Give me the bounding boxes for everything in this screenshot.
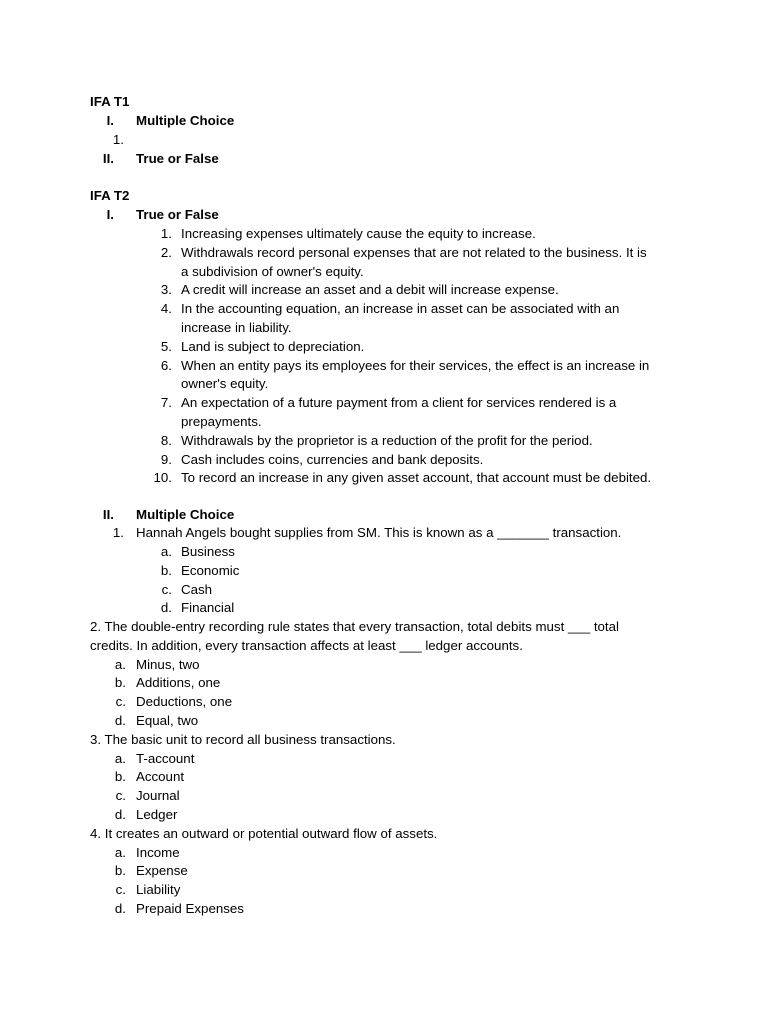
option-letter: a. bbox=[114, 657, 126, 672]
option-text: Minus, two bbox=[136, 657, 200, 672]
section-title-multiple-choice: Multiple Choice bbox=[136, 507, 235, 522]
list-item-text: Cash includes coins, currencies and bank deposits. bbox=[181, 452, 484, 467]
section-number: II. bbox=[102, 151, 114, 166]
option-text: Additions, one bbox=[136, 675, 221, 690]
list-number: 8. bbox=[160, 433, 172, 448]
list-number: 6. bbox=[160, 358, 172, 373]
option-text: Deductions, one bbox=[136, 694, 233, 709]
list-item-text: An expectation of a future payment from a client for services rendered is a bbox=[181, 395, 617, 410]
section-title-true-or-false: True or False bbox=[136, 207, 219, 222]
option-letter: b. bbox=[114, 769, 126, 784]
option-text: Expense bbox=[136, 863, 188, 878]
list-number: 4. bbox=[160, 301, 172, 316]
list-number: 1. bbox=[112, 132, 124, 147]
option-text: Income bbox=[136, 845, 180, 860]
option-text: Business bbox=[181, 544, 235, 559]
option-letter: c. bbox=[115, 694, 126, 709]
option-letter: b. bbox=[160, 563, 172, 578]
list-item-text: Land is subject to depreciation. bbox=[181, 339, 365, 354]
option-letter: d. bbox=[114, 807, 126, 822]
section-title-multiple-choice: Multiple Choice bbox=[136, 113, 235, 128]
question-text: Hannah Angels bought supplies from SM. This is known as a _______ transaction. bbox=[136, 525, 622, 540]
option-letter: c. bbox=[115, 882, 126, 897]
list-item-text: Withdrawals by the proprietor is a reduction of the profit for the period. bbox=[181, 433, 593, 448]
heading-ifa-t1: IFA T1 bbox=[90, 94, 130, 109]
section-title-true-or-false: True or False bbox=[136, 151, 219, 166]
option-letter: d. bbox=[114, 901, 126, 916]
list-number: 10. bbox=[153, 470, 172, 485]
list-item-text: When an entity pays its employees for their services, the effect is an increase in bbox=[181, 358, 650, 373]
question-number: 1. bbox=[112, 525, 124, 540]
question-line: 2. The double-entry recording rule states that every transaction, total debits must ___ total bbox=[90, 619, 619, 634]
list-item-text: Increasing expenses ultimately cause the equity to increase. bbox=[181, 226, 536, 241]
section-number: I. bbox=[106, 113, 114, 128]
option-text: T-account bbox=[136, 751, 195, 766]
section-number: I. bbox=[106, 207, 114, 222]
question-line: 4. It creates an outward or potential outward flow of assets. bbox=[90, 826, 438, 841]
option-letter: b. bbox=[114, 675, 126, 690]
list-number: 7. bbox=[160, 395, 172, 410]
list-item-text: To record an increase in any given asset account, that account must be debited. bbox=[181, 470, 652, 485]
option-text: Financial bbox=[181, 600, 235, 615]
list-item-text: A credit will increase an asset and a debit will increase expense. bbox=[181, 282, 559, 297]
option-letter: d. bbox=[160, 600, 172, 615]
section-number: II. bbox=[102, 507, 114, 522]
option-letter: c. bbox=[161, 582, 172, 597]
option-text: Liability bbox=[136, 882, 181, 897]
list-number: 1. bbox=[160, 226, 172, 241]
option-letter: d. bbox=[114, 713, 126, 728]
list-item-text: a subdivision of owner's equity. bbox=[181, 264, 364, 279]
option-letter: a. bbox=[160, 544, 172, 559]
question-line: 3. The basic unit to record all business transactions. bbox=[90, 732, 396, 747]
question-line: credits. In addition, every transaction affects at least ___ ledger accounts. bbox=[90, 638, 523, 653]
option-letter: b. bbox=[114, 863, 126, 878]
list-item-text: In the accounting equation, an increase in asset can be associated with an bbox=[181, 301, 620, 316]
list-item-text: prepayments. bbox=[181, 414, 262, 429]
list-number: 2. bbox=[160, 245, 172, 260]
option-letter: a. bbox=[114, 845, 126, 860]
list-number: 3. bbox=[160, 282, 172, 297]
option-text: Cash bbox=[181, 582, 213, 597]
option-text: Ledger bbox=[136, 807, 178, 822]
list-item-text: owner's equity. bbox=[181, 376, 269, 391]
list-item-text: Withdrawals record personal expenses that are not related to the business. It is bbox=[181, 245, 647, 260]
heading-ifa-t2: IFA T2 bbox=[90, 188, 130, 203]
option-text: Equal, two bbox=[136, 713, 199, 728]
list-number: 5. bbox=[160, 339, 172, 354]
option-letter: c. bbox=[115, 788, 126, 803]
option-text: Account bbox=[136, 769, 185, 784]
option-text: Journal bbox=[136, 788, 180, 803]
option-text: Prepaid Expenses bbox=[136, 901, 244, 916]
option-text: Economic bbox=[181, 563, 240, 578]
list-number: 9. bbox=[160, 452, 172, 467]
list-item-text: increase in liability. bbox=[181, 320, 292, 335]
option-letter: a. bbox=[114, 751, 126, 766]
